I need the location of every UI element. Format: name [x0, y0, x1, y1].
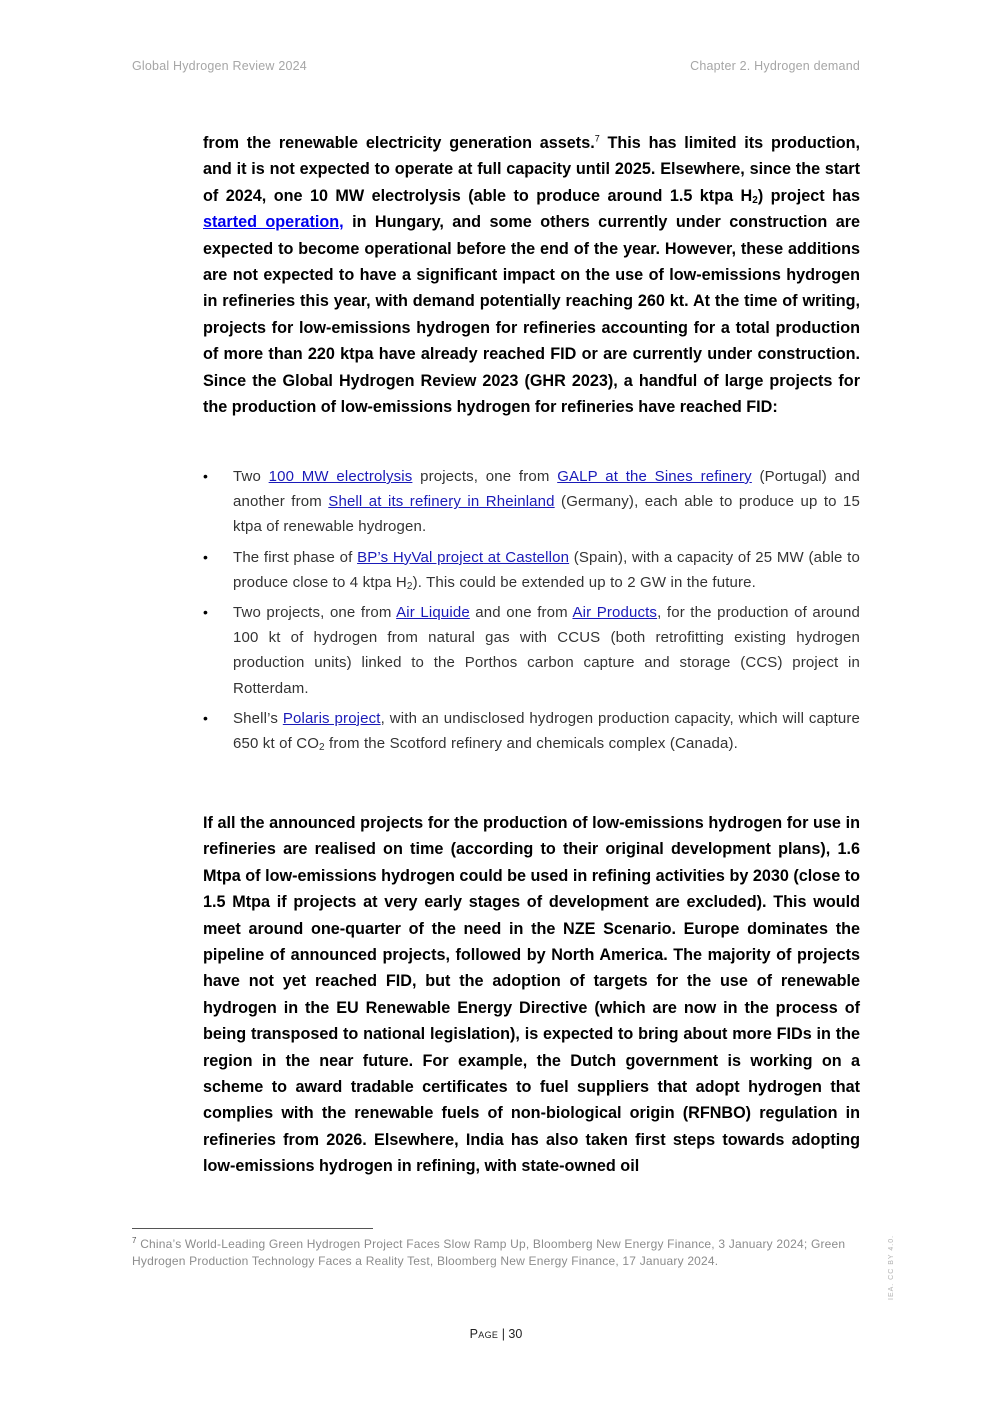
link-air-products[interactable]: Air Products — [572, 604, 658, 622]
page-number — [0, 1327, 992, 1341]
link-100mw-electrolysis[interactable]: 100 MW electrolysis — [268, 468, 413, 485]
link-shell-rheinland[interactable]: Shell at its refinery in Rheinland — [328, 493, 555, 511]
p1-text-1: from the renewable electricity generation assets. — [203, 134, 595, 152]
running-header-title: Global Hydrogen Review 2024 — [132, 59, 307, 73]
list-item — [203, 464, 860, 540]
bullet-text: , with an undisclosed hydrogen production capacity, which will capture 650 kt of CO — [233, 709, 860, 753]
link-galp-sines[interactable]: GALP at the Sines refinery — [557, 468, 752, 485]
bullet-text: The first phase of — [233, 548, 358, 566]
bullet-icon: • — [203, 709, 209, 726]
p1-text-2: This has limited its production, and it is not expected to operate at full capacity until 2025. Elsewhere, since the start of 2024, one 10 MW electrolysis (able to produce around 1.5 ktpa H — [203, 134, 860, 205]
list-item — [203, 545, 860, 595]
subscript: 2 — [406, 580, 413, 592]
list-item — [203, 706, 860, 756]
footnote-number: 7 — [132, 1236, 137, 1245]
bullet-text: projects, one from — [412, 468, 558, 485]
footnote — [132, 1236, 860, 1270]
footnote-text: China’s World-Leading Green Hydrogen Project Faces Slow Ramp Up, Bloomberg New Energy Finance, 3 January 2024; Green Hydrogen Production Technology Faces a Reality Test, Bloomberg New Energy Finance, 17 January 2024. — [132, 1237, 846, 1268]
bullet-text: , for the production of around 100 kt of hydrogen from natural gas with CCUS (both retrofitting existing hydrogen production units) linked to the Porthos carbon capture and storage (CCS) project in Rotterdam. — [233, 604, 860, 697]
bullet-text: and one from — [469, 604, 573, 622]
body-paragraph-1 — [203, 130, 860, 420]
running-header-chapter: Chapter 2. Hydrogen demand — [690, 59, 860, 73]
link-polaris-project[interactable]: Polaris project — [282, 709, 381, 727]
subscript: 2 — [752, 194, 758, 206]
footnote-reference: 7 — [594, 133, 600, 144]
project-bullet-list — [203, 464, 860, 761]
subscript: 2 — [319, 742, 325, 754]
footnote-divider — [132, 1228, 373, 1229]
bullet-icon: • — [203, 468, 209, 484]
bullet-text: Shell’s — [233, 709, 283, 727]
license-notice: IEA. CC BY 4.0. — [888, 1234, 895, 1300]
page-label: Page — [469, 1327, 499, 1341]
bullet-text: (Spain), with a capacity of 25 MW (able to produce close to 4 ktpa H — [233, 548, 860, 591]
bullet-text: ). This could be extended up to 2 GW in the future. — [412, 573, 756, 591]
bullet-icon: • — [203, 604, 209, 621]
bullet-icon: • — [203, 548, 209, 565]
page-number-value: 30 — [508, 1327, 523, 1341]
link-bp-hyval[interactable]: BP’s HyVal project at Castellon — [357, 548, 570, 566]
bullet-text: Two projects, one from — [233, 604, 397, 622]
bullet-text: (Germany), each able to produce up to 15 ktpa of renewable hydrogen. — [233, 493, 860, 536]
p1-text-3: ) project has — [757, 186, 860, 205]
bullet-text: Two — [233, 468, 269, 485]
list-item — [203, 600, 860, 701]
p1-text-4: in Hungary, and some others currently under construction are expected to become operational before the end of the year. However, these additions are not expected to have a significant impact on the use of low-emissions hydrogen in refineries this year, with demand potentially reaching 260 kt. At the time of writing, projects for low-emissions hydrogen for refineries accounting for a total production of more than 220 ktpa have already reached FID or are currently under construction. Since the Global Hydrogen Review 2023 (GHR 2023), a handful of large projects for the production of low-emissions hydrogen for refineries have reached FID: — [203, 213, 861, 417]
page-separator: | — [498, 1327, 509, 1341]
link-started-operation[interactable]: started operation, — [203, 213, 344, 232]
body-paragraph-2: If all the announced projects for the production of low-emissions hydrogen for use in refineries are realised on time (according to their original development plans), 1.6 Mtpa of low-emissions hydrogen could be used in refining activities by 2030 (close to 1.5 Mtpa if projects at very early stages of development are excluded). This would meet around one-quarter of the need in the NZE Scenario. Europe dominates the pipeline of announced projects, followed by North America. The majority of projects have not yet reached FID, but the adoption of targets for the use of renewable hydrogen in the EU Renewable Energy Directive (which are now in the process of being transposed to national legislation), is expected to bring about more FIDs in the region in the near future. For example, the Dutch government is working on a scheme to award tradable certificates to fuel suppliers that adopt hydrogen that complies with the renewable fuels of non-biological origin (RFNBO) regulation in refineries from 2026. Elsewhere, India has also taken first steps towards adopting low-emissions hydrogen in refining, with state-owned oil — [203, 814, 860, 1176]
link-air-liquide[interactable]: Air Liquide — [396, 604, 470, 622]
bullet-text: (Portugal) and another from — [233, 468, 860, 511]
bullet-text: from the Scotford refinery and chemicals complex (Canada). — [324, 735, 738, 753]
